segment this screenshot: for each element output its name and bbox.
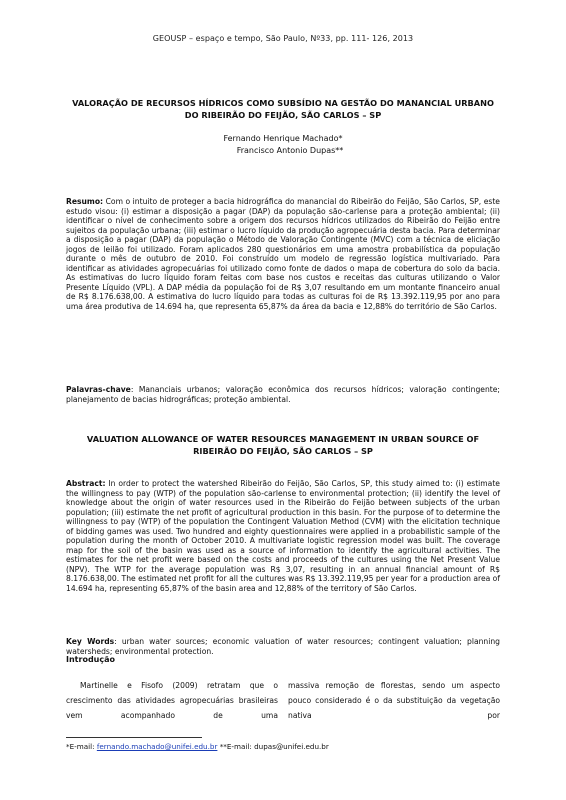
- abstract-label: Abstract:: [66, 479, 106, 488]
- author-2: Francisco Antonio Dupas**: [236, 145, 344, 155]
- palavras-chave-label: Palavras-chave: [66, 385, 131, 394]
- palavras-chave-text: : Mananciais urbanos; valoração econômica dos recursos hídricos; valoração contingente; planejamento de bacias hidrográficas; proteção ambiental.: [66, 385, 500, 404]
- resumo-label: Resumo:: [66, 197, 104, 206]
- abstract-paragraph: [66, 479, 500, 594]
- author-1: Fernando Henrique Machado*: [223, 134, 343, 143]
- article-title-en: VALUATION ALLOWANCE OF WATER RESOURCES MANAGEMENT IN URBAN SOURCE OF RIBEIRÃO DO FEIJÃO, SÃO CARLOS – SP: [86, 434, 480, 456]
- intro-column-right: massiva remoção de florestas, sendo um aspecto pouco considerado é o da substituição da vegetação nativa por: [288, 681, 500, 720]
- footnote-label-1: *E-mail:: [66, 742, 97, 751]
- article-title-pt: VALORAÇÃO DE RECURSOS HÍDRICOS COMO SUBSÍDIO NA GESTÃO DO MANANCIAL URBANO DO RIBEIRÃO DO FEIJÃO, SÃO CARLOS – SP: [72, 98, 494, 120]
- abstract-text: In order to protect the watershed Ribeirão do Feijão, São Carlos, SP, this study aimed to: (i) estimate the willingness to pay (WTP) of the population são-carlense to environmental protection; (ii) identify the level of knowledge about the origin of water resources used in the Ribeirão do Feijão between subjects of the urban population; (iii) estimate the net profit of agricultural production in this basin. For the purpose of to determine the willingness to pay (WTP) of the population the Contingent Valuation Method (CVM) with the elicitation technique of bidding games was used. Two hundred and eighty questionnaires were applied in a probabilistic sample of the population during the month of October 2010. A multivariate logistic regression model was built. The coverage map for the soil of the basin was used as a source of information to identify the agricultural activities. The estimates for the net profit were based on the costs and proceeds of the cultures using the Net Present Value (NPV). The WTP for the average population was R$ 3,07, resulting in an annual financial amount of R$ 8.176.638,00. The estimated net profit for all the cultures was R$ 13.392.119,95 per year for a production area of 14.694 ha, representing 65,87% of the basin area and 12,88% of the territory of São Carlos.: [66, 479, 501, 594]
- palavras-chave-paragraph: [66, 385, 500, 404]
- author-1-email-link[interactable]: fernando.machado@unifei.edu.br: [96, 742, 218, 751]
- footnote-label-2: **E-mail: dupas@unifei.edu.br: [217, 742, 329, 751]
- footnote-divider: [66, 737, 202, 738]
- authors-block: [0, 133, 566, 156]
- keywords-label: Key Words: [66, 637, 115, 646]
- intro-heading: Introdução: [66, 655, 115, 664]
- keywords-text: : urban water sources; economic valuation of water resources; contingent valuation; planning watersheds; environmental protection.: [66, 637, 500, 656]
- keywords-paragraph: [66, 637, 500, 656]
- footnote: [66, 742, 329, 751]
- running-head: GEOUSP – espaço e tempo, São Paulo, Nº33, pp. 111- 126, 2013: [152, 34, 414, 43]
- resumo-text: Com o intuito de proteger a bacia hidrográfica do manancial do Ribeirão do Feijão, São Carlos, SP, este estudo visou: (i) estimar a disposição a pagar (DAP) da população são-carlense para a proteção ambiental; (ii) identificar o nível de conhecimento sobre a origem dos recursos hídricos utilizados do Ribeirão do Feijão entre sujeitos da população urbana; (iii) estimar o lucro líquido da produção agropecuária desta bacia. Para determinar a disposição a pagar (DAP) da população o Método de Valoração Contingente (MVC) com a técnica de eliciação jogos de leilão foi utilizado. Foram aplicados 280 questionários em uma amostra probabilística da população durante o mês de outubro de 2010. Foi construído um modelo de regressão logística multivariado. Para identificar as atividades agropecuárias foi utilizado como fonte de dados o mapa de cobertura do solo da bacia. As estimativas do lucro líquido foram feitas com base nos custos e receitas das culturas utilizando o Valor Presente Líquido (VPL). A DAP média da população foi de R$ 3,07 resultando em um montante financeiro anual de R$ 8.176.638,00. A estimativa do lucro líquido para todas as culturas foi de R$ 13.392.119,95 por ano para uma área produtiva de 14.694 ha, que representa 65,87% da área da bacia e 12,88% do território de São Carlos.: [66, 197, 500, 312]
- resumo-paragraph: [66, 197, 500, 312]
- intro-column-left: Martinelle e Fisofo (2009) retratam que o crescimento das atividades agropecuárias brasileiras vem acompanhado de uma: [66, 681, 278, 720]
